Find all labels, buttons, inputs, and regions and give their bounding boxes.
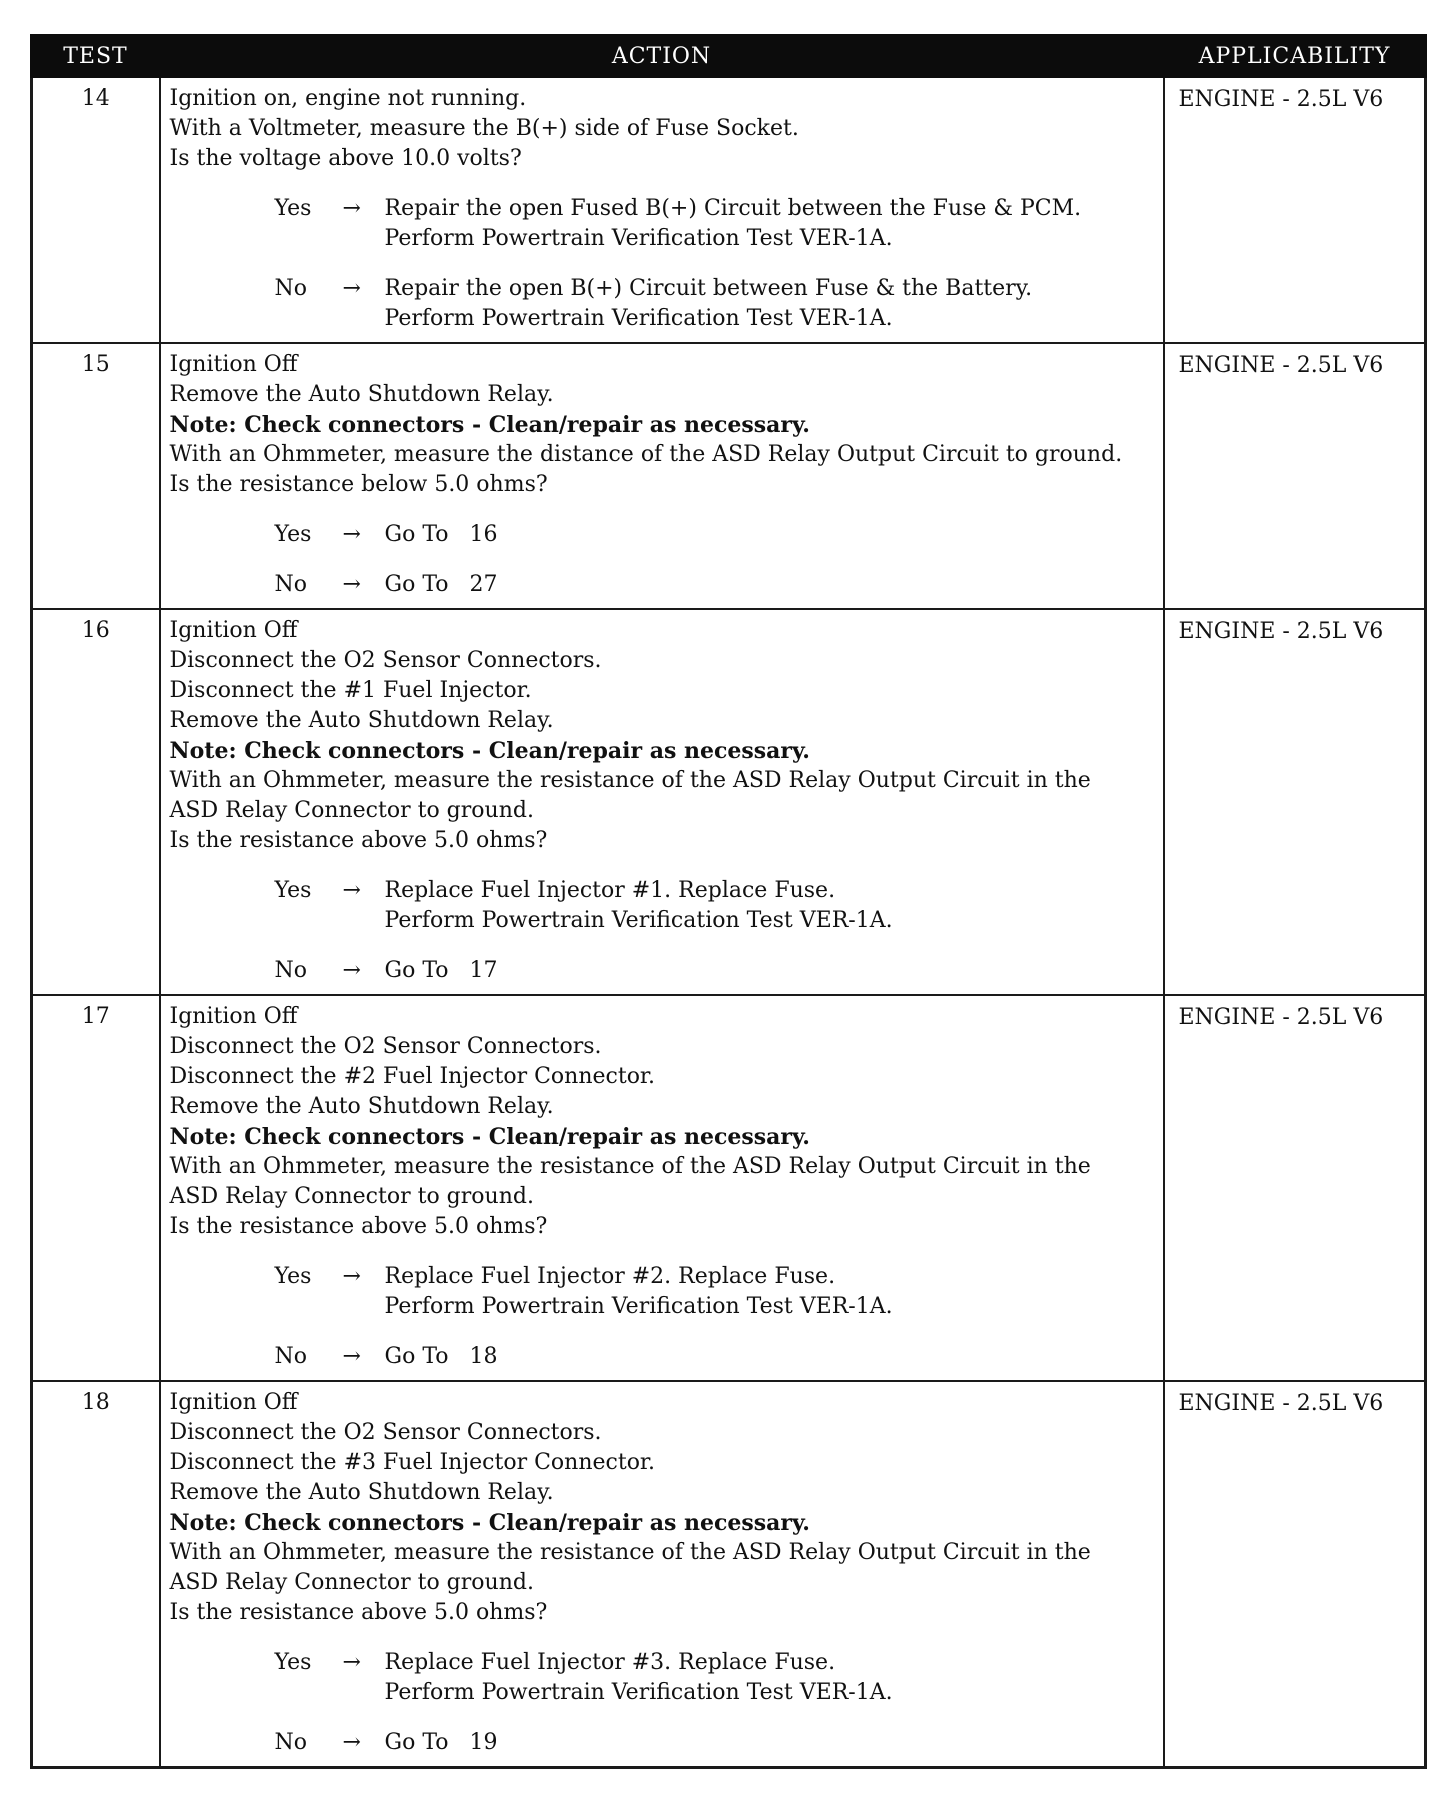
action-line: Is the resistance above 5.0 ohms? xyxy=(169,1214,548,1239)
table-row xyxy=(32,343,1426,609)
test-number: 15 xyxy=(32,343,160,609)
no-result xyxy=(385,1342,1155,1372)
action-line: With an Ohmmeter, measure the resistance of the ASD Relay Output Circuit in the xyxy=(169,1154,1091,1179)
action-line: Disconnect the #3 Fuel Injector Connector. xyxy=(169,1450,656,1475)
table-row xyxy=(32,609,1426,995)
test-number: 18 xyxy=(32,1381,160,1768)
yes-result xyxy=(385,876,1155,936)
action-line: ASD Relay Connector to ground. xyxy=(169,1184,534,1209)
right-arrow-icon: → xyxy=(342,958,361,983)
action-line: With an Ohmmeter, measure the resistance of the ASD Relay Output Circuit in the xyxy=(169,768,1091,793)
action-line: Disconnect the O2 Sensor Connectors. xyxy=(169,1034,602,1059)
right-arrow-icon: → xyxy=(342,572,361,597)
no-label: No xyxy=(274,958,307,983)
no-outcome xyxy=(275,956,1155,986)
no-result xyxy=(385,1728,1155,1758)
note-line: Note: Check connectors - Clean/repair as necessary. xyxy=(169,1510,810,1536)
diagnostic-test-table xyxy=(30,34,1427,1769)
action-line: Remove the Auto Shutdown Relay. xyxy=(169,1480,554,1505)
action-line: Ignition Off xyxy=(169,1390,298,1415)
action-line: Ignition Off xyxy=(169,618,298,643)
action-line: ASD Relay Connector to ground. xyxy=(169,798,534,823)
no-result xyxy=(385,570,1155,600)
result-line: Repair the open B(+) Circuit between Fuse & the Battery. xyxy=(384,276,1033,301)
result-line: Replace Fuel Injector #1. Replace Fuse. xyxy=(384,878,836,903)
action-cell xyxy=(160,77,1164,344)
applicability-cell: ENGINE - 2.5L V6 xyxy=(1164,1381,1426,1768)
action-line: With an Ohmmeter, measure the resistance of the ASD Relay Output Circuit in the xyxy=(169,1540,1091,1565)
table-header-row xyxy=(32,36,1426,77)
action-line: Is the resistance below 5.0 ohms? xyxy=(169,472,548,497)
right-arrow-icon: → xyxy=(342,1650,361,1675)
table-row xyxy=(32,995,1426,1381)
result-line: Perform Powertrain Verification Test VER-1A. xyxy=(384,908,893,933)
action-cell xyxy=(160,343,1164,609)
result-line: Replace Fuel Injector #3. Replace Fuse. xyxy=(384,1650,836,1675)
right-arrow-icon: → xyxy=(342,878,361,903)
applicability-cell: ENGINE - 2.5L V6 xyxy=(1164,609,1426,995)
right-arrow-icon: → xyxy=(342,522,361,547)
applicability-cell: ENGINE - 2.5L V6 xyxy=(1164,77,1426,344)
action-line: Disconnect the #1 Fuel Injector. xyxy=(169,678,532,703)
result-line: Repair the open Fused B(+) Circuit between the Fuse & PCM. xyxy=(384,196,1082,221)
action-line: Disconnect the O2 Sensor Connectors. xyxy=(169,648,602,673)
no-result xyxy=(385,274,1155,334)
action-line: Ignition on, engine not running. xyxy=(169,86,527,111)
right-arrow-icon: → xyxy=(342,1264,361,1289)
action-line: Is the resistance above 5.0 ohms? xyxy=(169,828,548,853)
action-line: Remove the Auto Shutdown Relay. xyxy=(169,382,554,407)
yes-result xyxy=(385,520,1155,550)
yes-outcome xyxy=(275,876,1155,936)
no-label: No xyxy=(274,1344,307,1369)
action-line: Ignition Off xyxy=(169,1004,298,1029)
header-test: TEST xyxy=(32,36,160,77)
yes-label: Yes xyxy=(274,878,312,903)
yes-result xyxy=(385,194,1155,254)
test-number: 16 xyxy=(32,609,160,995)
no-outcome xyxy=(275,274,1155,334)
yes-result xyxy=(385,1648,1155,1708)
action-cell xyxy=(160,609,1164,995)
action-line: Disconnect the O2 Sensor Connectors. xyxy=(169,1420,602,1445)
action-line: Is the resistance above 5.0 ohms? xyxy=(169,1600,548,1625)
right-arrow-icon: → xyxy=(342,196,361,221)
applicability-cell: ENGINE - 2.5L V6 xyxy=(1164,995,1426,1381)
right-arrow-icon: → xyxy=(342,1344,361,1369)
yes-result xyxy=(385,1262,1155,1322)
action-line: ASD Relay Connector to ground. xyxy=(169,1570,534,1595)
no-label: No xyxy=(274,276,307,301)
action-line: Is the voltage above 10.0 volts? xyxy=(169,146,522,171)
result-line: Go To 27 xyxy=(384,572,498,597)
no-outcome xyxy=(275,570,1155,600)
note-line: Note: Check connectors - Clean/repair as necessary. xyxy=(169,412,810,438)
right-arrow-icon: → xyxy=(342,276,361,301)
action-line: With an Ohmmeter, measure the distance of the ASD Relay Output Circuit to ground. xyxy=(169,442,1123,467)
action-cell xyxy=(160,1381,1164,1768)
header-applicability: APPLICABILITY xyxy=(1164,36,1426,77)
action-line: Remove the Auto Shutdown Relay. xyxy=(169,1094,554,1119)
no-label: No xyxy=(274,1730,307,1755)
result-line: Perform Powertrain Verification Test VER-1A. xyxy=(384,226,893,251)
right-arrow-icon: → xyxy=(342,1730,361,1755)
table-row xyxy=(32,1381,1426,1768)
result-line: Perform Powertrain Verification Test VER-1A. xyxy=(384,306,893,331)
test-number: 17 xyxy=(32,995,160,1381)
yes-label: Yes xyxy=(274,522,312,547)
yes-label: Yes xyxy=(274,196,312,221)
note-line: Note: Check connectors - Clean/repair as necessary. xyxy=(169,738,810,764)
yes-outcome xyxy=(275,1262,1155,1322)
test-number: 14 xyxy=(32,77,160,344)
header-action: ACTION xyxy=(160,36,1164,77)
no-result xyxy=(385,956,1155,986)
result-line: Replace Fuel Injector #2. Replace Fuse. xyxy=(384,1264,836,1289)
action-cell xyxy=(160,995,1164,1381)
result-line: Perform Powertrain Verification Test VER-1A. xyxy=(384,1680,893,1705)
action-line: Remove the Auto Shutdown Relay. xyxy=(169,708,554,733)
yes-outcome xyxy=(275,520,1155,550)
action-line: With a Voltmeter, measure the B(+) side of Fuse Socket. xyxy=(169,116,799,141)
table-row xyxy=(32,77,1426,344)
action-line: Disconnect the #2 Fuel Injector Connector. xyxy=(169,1064,656,1089)
result-line: Go To 17 xyxy=(384,958,498,983)
applicability-cell: ENGINE - 2.5L V6 xyxy=(1164,343,1426,609)
yes-label: Yes xyxy=(274,1264,312,1289)
yes-outcome xyxy=(275,194,1155,254)
no-label: No xyxy=(274,572,307,597)
note-line: Note: Check connectors - Clean/repair as necessary. xyxy=(169,1124,810,1150)
result-line: Go To 16 xyxy=(384,522,498,547)
action-line: Ignition Off xyxy=(169,352,298,377)
result-line: Go To 19 xyxy=(384,1730,498,1755)
result-line: Go To 18 xyxy=(384,1344,498,1369)
no-outcome xyxy=(275,1342,1155,1372)
yes-outcome xyxy=(275,1648,1155,1708)
no-outcome xyxy=(275,1728,1155,1758)
result-line: Perform Powertrain Verification Test VER-1A. xyxy=(384,1294,893,1319)
yes-label: Yes xyxy=(274,1650,312,1675)
